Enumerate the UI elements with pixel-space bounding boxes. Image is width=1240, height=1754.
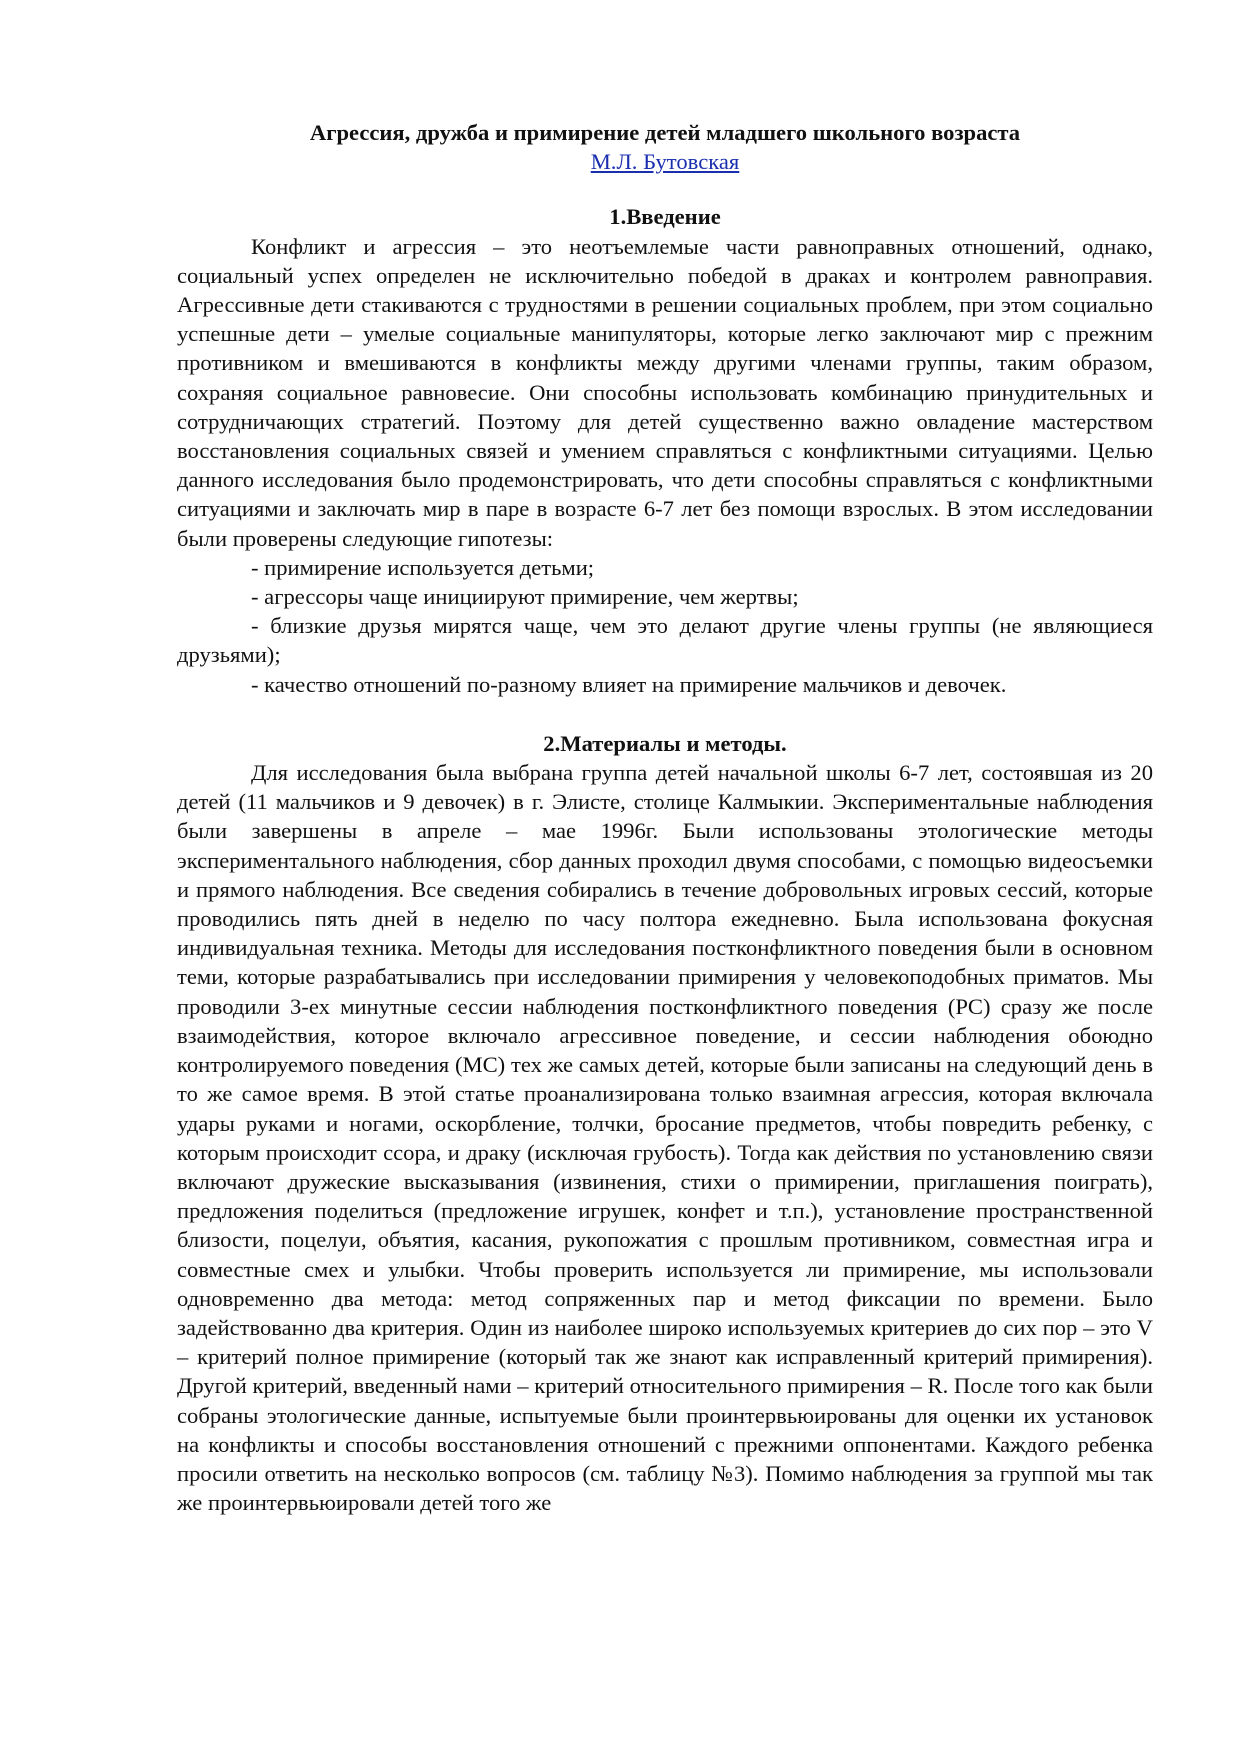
introduction-paragraph: Конфликт и агрессия – это неотъемлемые части равноправных отношений, однако, социальный успех определен не исключительно победой в драках и контролем равноправия. Агрессивные дети стакиваются с трудностями в решении социальных проблем, при этом социально успешные дети – умелые социальные манипуляторы, которые легко заключают мир с прежним противником и вмешиваются в конфликты между другими членами группы, таким образом, сохраняя социальное равновесие. Они способны использовать комбинацию принудительных и сотрудничающих стратегий. Поэтому для детей существенно важно овладение мастерством восстановления социальных связей и умением справляться с конфликтными ситуациями. Целью данного исследования было продемонстрировать, что дети способны справляться с конфликтными ситуациями и заключать мир в паре в возрасте 6-7 лет без помощи взрослых. В этом исследовании были проверены следующие гипотезы:	[177, 233, 1153, 551]
author-line	[177, 147, 1153, 176]
author-link[interactable]: М.Л. Бутовская	[590, 149, 740, 175]
methods-paragraph: Для исследования была выбрана группа детей начальной школы 6-7 лет, состоявшая из 20 детей (11 мальчиков и 9 девочек) в г. Элисте, столице Калмыкии. Экспериментальные наблюдения были завершены в апреле – мае 1996г. Были использованы этологические методы экспериментального наблюдения, сбор данных проходил двумя способами, с помощью видеосъемки и прямого наблюдения. Все сведения собирались в течение добровольных игровых сессий, которые проводились пять дней в неделю по часу полтора ежедневно. Была использована фокусная индивидуальная техника. Методы для исследования постконфликтного поведения были в основном теми, которые разрабатывались при исследовании примирения у человекоподобных приматов. Мы проводили 3-ех минутные сессии наблюдения постконфликтного поведения (PC) сразу же после взаимодействия, которое включало агрессивное поведение, и сессии наблюдения обоюдно контролируемого поведения (MC) тех же самых детей, которые были записаны на следующий день в то же самое время. В этой статье проанализирована только взаимная агрессия, которая включала удары руками и ногами, оскорбление, толчки, бросание предметов, чтобы повредить ребенку, с которым происходит ссора, и драку (исключая грубость). Тогда как действия по установлению связи включают дружеские высказывания (извинения, стихи о примирении, приглашения поиграть), предложения поделиться (предложение игрушек, конфет и т.п.), установление пространственной близости, поцелуи, объятия, касания, рукопожатия с прошлым противником, совместная игра и совместные смех и улыбки. Чтобы проверить используется ли примирение, мы использовали одновременно два метода: метод сопряженных пар и метод фиксации по времени. Было задействованно два критерия. Один из наиболее широко используемых критериев до сих пор – это V – критерий полное примирение (который так же знают как исправленный критерий примирения). Другой критерий, введенный нами – критерий относительного примирения – R. После того как были собраны этологические данные, испытуемые были проинтервьюированы для оценки их установок на конфликты и способы восстановления отношений с прежними оппонентами. Каждого ребенка просили ответить на несколько вопросов (см. таблицу №3). Помимо наблюдения за группой мы так же проинтервьюировали детей того же	[177, 760, 1153, 1516]
hypotheses-list	[177, 553, 1153, 699]
document-page	[177, 118, 1153, 1517]
hypothesis-item: - агрессоры чаще инициируют примирение, чем жертвы;	[251, 584, 799, 610]
section-heading-introduction: 1.Введение	[609, 204, 721, 230]
hypothesis-item: - близкие друзья мирятся чаще, чем это делают другие члены группы (не являющиеся друзьями);	[177, 613, 1153, 668]
spacer	[177, 699, 1153, 729]
hypothesis-item: - качество отношений по-разному влияет на примирение мальчиков и девочек.	[251, 671, 1007, 697]
hypothesis-item: - примирение используется детьми;	[251, 554, 595, 580]
document-title: Агрессия, дружба и примирение детей младшего школьного возраста	[309, 120, 1021, 145]
spacer	[177, 176, 1153, 202]
section-heading-methods: 2.Материалы и методы.	[543, 730, 787, 756]
